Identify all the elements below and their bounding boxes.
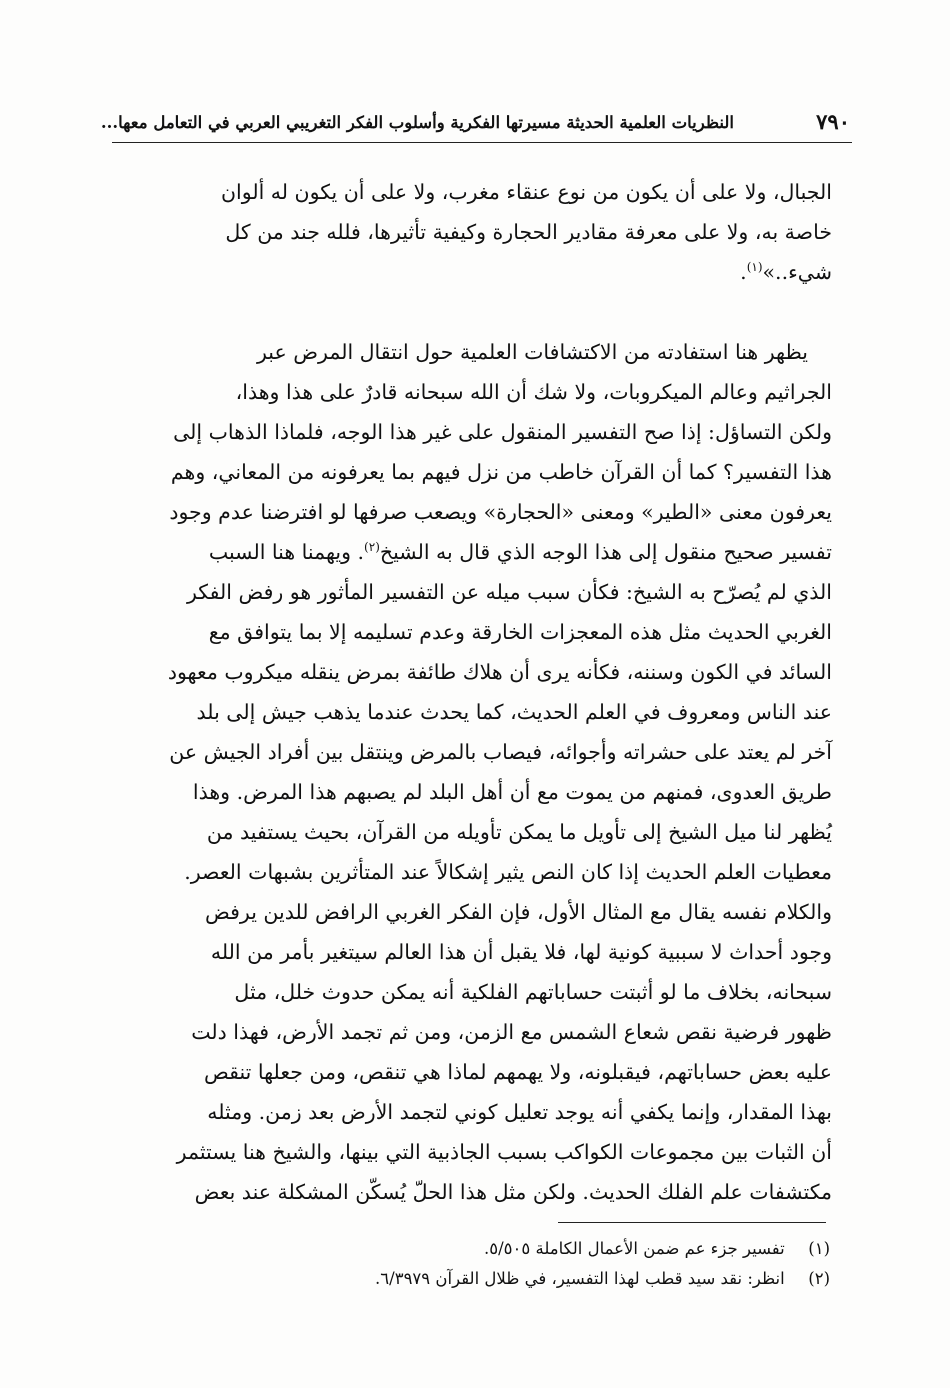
- footnotes: [200, 1234, 830, 1294]
- text-line: عند الناس ومعروف في العلم الحديث، كما يحدث عندما يذهب جيش إلى بلد: [196, 700, 832, 724]
- text-line: [116, 532, 832, 572]
- main-text: [116, 172, 832, 1212]
- text-line: يعرفون معنى «الطير» ومعنى «الحجارة» ويصعب صرفها لو افترضنا عدم وجود: [169, 500, 832, 524]
- paragraph-2: [116, 332, 832, 892]
- running-header: [100, 108, 852, 143]
- text-line: عليه بعض حساباتهم، فيقبلونه، ولا يهمهم لماذا هي تنقص، ومن جعلها تنقص: [203, 1060, 832, 1084]
- text-line: ظهور فرضية نقص شعاع الشمس مع الزمن، ومن ثم تجمد الأرض، فهذا دلت: [191, 1020, 832, 1044]
- text-line: آخر لم يعتد على حشراته وأجوائه، فيصاب بالمرض وينتقل بين أفراد الجيش عن: [169, 740, 832, 764]
- footnote-2: [200, 1264, 830, 1294]
- paragraph-1: [116, 172, 832, 292]
- text-line: الغربي الحديث مثل هذه المعجزات الخارقة وعدم تسليمه إلا بما يتوافق مع: [208, 620, 832, 644]
- paragraph-spacer: [116, 292, 832, 332]
- text-line-segment: . ويهمنا هنا السبب: [208, 540, 365, 564]
- text-line: السائد في الكون وسننه، فكأنه يرى أن هلاك طائفة بمرض ينقله ميكروب معهود: [167, 660, 832, 684]
- text-line: يظهر هنا استفادته من الاكتشافات العلمية حول انتقال المرض عبر: [257, 340, 808, 364]
- footnote-text: تفسير جزء عم ضمن الأعمال الكاملة ٥/٥٠٥.: [483, 1239, 785, 1258]
- text-line-segment: شيء..»: [762, 260, 832, 284]
- text-line-segment: .: [740, 260, 747, 284]
- text-line: أن الثبات بين مجموعات الكواكب بسبب الجاذبية التي بينها، والشيخ هنا يستثمر: [176, 1140, 832, 1164]
- text-line: طريق العدوى، فمنهم من يموت مع أن أهل البلد لم يصبهم هذا المرض. وهذا: [192, 780, 832, 804]
- text-line: وجود أحداث لا سببية كونية لها، فلا يقبل أن هذا العالم سيتغير بأمر من الله: [210, 940, 832, 964]
- footnote-reference-1[interactable]: (١): [746, 260, 763, 275]
- text-line: [116, 252, 832, 292]
- text-line: ولكن التساؤل: إذا صح التفسير المنقول على غير هذا الوجه، فلماذا الذهاب إلى: [173, 420, 832, 444]
- footnote-reference-2[interactable]: (٢): [364, 540, 380, 555]
- text-line: الذي لم يُصرّح به الشيخ: فكأن سبب ميله عن التفسير المأثور هو رفض الفكر: [187, 580, 832, 604]
- text-line: هذا التفسير؟ كما أن القرآن خاطب من نزل فيهم بما يعرفونه من المعاني، وهم: [170, 460, 832, 484]
- text-line-segment: تفسير صحيح منقول إلى هذا الوجه الذي قال به الشيخ: [379, 540, 832, 564]
- text-line: مكتشفات علم الفلك الحديث. ولكن مثل هذا الحلّ يُسكّن المشكلة عند بعض: [194, 1180, 832, 1204]
- running-header-title: النظريات العلمية الحديثة مسيرتها الفكرية وأسلوب الفكر التغريبي العربي في التعامل معها...: [100, 113, 734, 132]
- text-line: بهذا المقدار، وإنما يكفي أنه يوجد تعليل كوني لتجمد الأرض بعد زمن. ومثله: [207, 1100, 832, 1124]
- footnote-text: انظر: نقد سيد قطب لهذا التفسير، في ظلال القرآن ٦/٣٩٧٩.: [375, 1269, 785, 1288]
- footnote-1: [200, 1234, 830, 1264]
- text-line: خاصة به، ولا على معرفة مقادير الحجارة وكيفية تأثيرها، فلله جند من كل: [225, 220, 832, 244]
- footnote-separator: [558, 1222, 826, 1223]
- text-line: يُظهر لنا ميل الشيخ إلى تأويل ما يمكن تأويله من القرآن، بحيث يستفيد من: [206, 820, 832, 844]
- page-number: ٧٩٠: [816, 109, 850, 134]
- text-line: الجراثيم وعالم الميكروبات، ولا شك أن الله سبحانه قادرٌ على هذا وهذا،: [235, 380, 832, 404]
- footnote-number: (٢): [808, 1269, 830, 1288]
- text-line: والكلام نفسه يقال مع المثال الأول، فإن الفكر الغربي الرافض للدين يرفض: [204, 900, 832, 924]
- text-line: الجبال، ولا على أن يكون من نوع عنقاء مغرب، ولا على أن يكون له ألوان: [221, 180, 832, 204]
- footnote-number: (١): [808, 1239, 830, 1258]
- text-line: معطيات العلم الحديث إذا كان النص يثير إشكالاً عند المتأثرين بشبهات العصر.: [184, 860, 832, 884]
- paragraph-3: [116, 892, 832, 1212]
- text-line: سبحانه، بخلاف ما لو أثبتت حساباتهم الفلكية أنه يمكن حدوث خلل، مثل: [234, 980, 832, 1004]
